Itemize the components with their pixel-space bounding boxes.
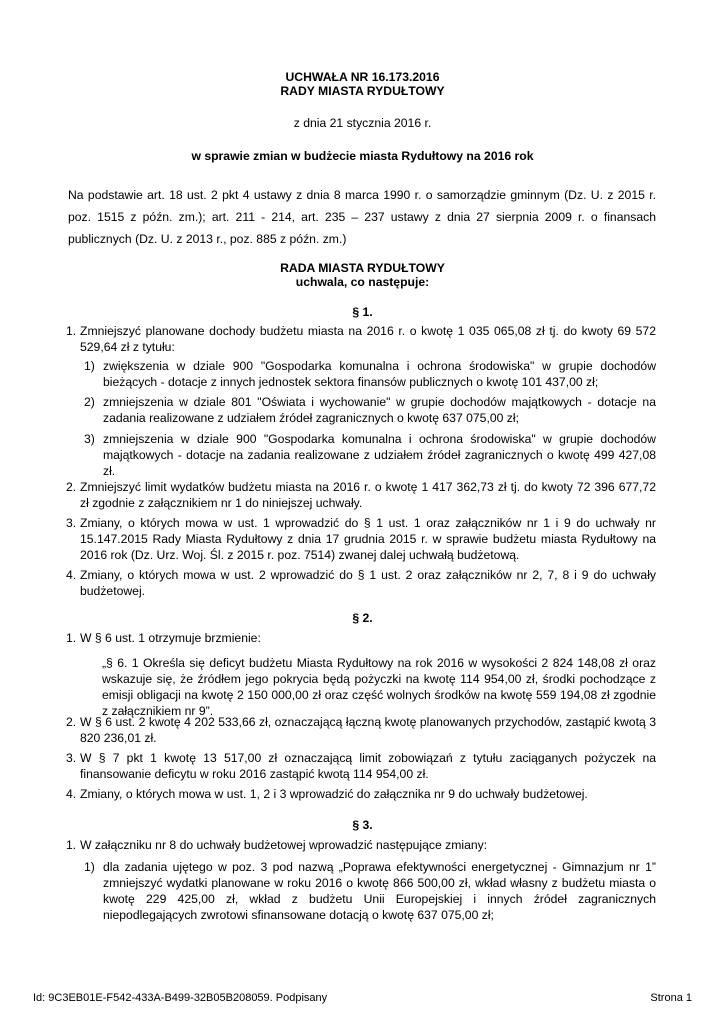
council-resolves: uchwala, co następuje: (295, 275, 430, 289)
s1-p1-item-3 (84, 431, 656, 479)
section-3-heading: § 3. (352, 818, 373, 832)
item-text: zmniejszenia w dziale 801 "Oświata i wychowanie" w grupie dochodów majątkowych - dotacje na zadania realizowane z udziałem źródeł zagranicznych o kwotę 637 075,00 zł; (103, 395, 656, 425)
s3-p1-item-1 (84, 859, 656, 923)
paragraph-number: 1. (66, 838, 77, 852)
item-number: 1) (84, 359, 95, 373)
legal-basis: Na podstawie art. 18 ust. 2 pkt 4 ustawy z dnia 8 marca 1990 r. o samorządzie gminnym (Dz. U. z 2015 r. poz. 1515 z późn. zm.); art. 211 - 214, art. 235 – 237 ustawy z dnia 27 sierpnia 2009 r. o finansach publicznych (Dz. U. z 2013 r., poz. 885 z późn. zm.) (68, 188, 656, 246)
s2-paragraph-4 (66, 786, 656, 802)
paragraph-number: 3. (66, 516, 77, 530)
s1-paragraph-1 (66, 323, 656, 355)
paragraph-text: W załączniku nr 8 do uchwały budżetowej wprowadzić następujące zmiany: (80, 838, 488, 852)
paragraph-text: W § 6 ust. 2 kwotę 4 202 533,66 zł, oznaczającą łączną kwotę planowanych przychodów, zastąpić kwotą 3 820 236,01 zł. (80, 715, 656, 745)
document-date: z dnia 21 stycznia 2016 r. (293, 116, 432, 130)
s2-quoted-provision: „§ 6. 1 Określa się deficyt budżetu Miasta Rydułtowy na rok 2016 w wysokości 2 824 148,08 zł oraz wskazuje się, że źródłem jego pokrycia będą pożyczki na kwotę 114 954,00 zł, środki pochodzące z emisji obligacji na kwotę 2 150 000,00 zł oraz część wolnych środków na kwotę 559 194,08 zł zgodnie z załącznikiem nr 9”. (102, 656, 656, 718)
paragraph-number: 2. (66, 715, 77, 729)
item-text: zwiększenia w dziale 900 "Gospodarka komunalna i ochrona środowiska" w grupie dochodów bieżących - dotacje z innych jednostek sektora finansów publicznych o kwotę 101 437,00 zł; (103, 359, 656, 389)
item-number: 3) (84, 432, 95, 446)
paragraph-number: 1. (66, 631, 77, 645)
paragraph-number: 2. (66, 480, 77, 494)
s1-p1-item-1 (84, 358, 656, 390)
paragraph-text: W § 7 pkt 1 kwotę 13 517,00 zł oznaczającą limit zobowiązań z tytułu zaciąganych pożyczek na finansowanie deficytu w roku 2016 zastąpić kwotą 114 954,00 zł. (80, 751, 656, 781)
paragraph-text: Zmiany, o których mowa w ust. 1 wprowadzić do § 1 ust. 1 oraz załączników nr 1 i 9 do uchwały nr 15.147.2015 Rady Miasta Rydułtowy z dnia 17 grudnia 2015 r. w sprawie budżetu miasta Rydułtowy na 2016 rok (Dz. Urz. Woj. Śl. z 2015 r. poz. 7514) zwanej dalej uchwałą budżetową. (80, 516, 656, 562)
item-text: zmniejszenia w dziale 900 "Gospodarka komunalna i ochrona środowiska" w grupie dochodów majątkowych - dotacje na zadania realizowane z udziałem źródeł zagranicznych o kwotę 499 427,08 zł. (103, 432, 656, 478)
section-2-heading: § 2. (352, 611, 373, 625)
paragraph-number: 4. (66, 568, 77, 582)
s2-paragraph-1 (66, 630, 656, 646)
document-subject: w sprawie zmian w budżecie miasta Rydułtowy na 2016 rok (191, 149, 534, 163)
paragraph-text: Zmiany, o których mowa w ust. 2 wprowadzić do § 1 ust. 2 oraz załączników nr 2, 7, 8 i 9 do uchwały budżetowej. (80, 568, 656, 598)
section-1-heading: § 1. (352, 305, 373, 319)
page-number: Strona 1 (650, 992, 692, 1004)
paragraph-text: Zmniejszyć limit wydatków budżetu miasta na 2016 r. o kwotę 1 417 362,73 zł tj. do kwoty 72 396 677,72 zł zgodnie z załącznikiem nr 1 do niniejszej uchwały. (80, 480, 656, 510)
paragraph-text: Zmniejszyć planowane dochody budżetu miasta na 2016 r. o kwotę 1 035 065,08 zł tj. do kwoty 69 572 529,64 zł z tytułu: (80, 324, 656, 354)
s1-paragraph-2 (66, 479, 656, 511)
paragraph-number: 1. (66, 324, 77, 338)
document-id-footer: Id: 9C3EB01E-F542-433A-B499-32B05B208059. Podpisany (33, 992, 328, 1004)
s3-paragraph-1 (66, 837, 656, 853)
s1-p1-item-2 (84, 394, 656, 426)
paragraph-number: 4. (66, 787, 77, 801)
s1-paragraph-4 (66, 567, 656, 599)
paragraph-text: W § 6 ust. 1 otrzymuje brzmienie: (80, 631, 261, 645)
document-title: UCHWAŁA NR 16.173.2016 (285, 70, 440, 84)
council-heading: RADA MIASTA RYDUŁTOWY (280, 261, 445, 275)
s1-paragraph-3 (66, 515, 656, 563)
issuing-body: RADY MIASTA RYDUŁTOWY (280, 84, 445, 98)
item-number: 1) (84, 860, 95, 874)
paragraph-number: 3. (66, 751, 77, 765)
s2-paragraph-3 (66, 750, 656, 782)
item-text: dla zadania ujętego w poz. 3 pod nazwą „Poprawa efektywności energetycznej - Gimnazjum nr 1” zmniejszyć wydatki planowane w roku 2016 o kwotę 866 500,00 zł, wkład własny z budżetu miasta o kwotę 229 425,00 zł, wkład z budżetu Unii Europejskiej i innych źródeł zagranicznych niepodlegających zwrotowi sfinansowane dotacją o kwotę 637 075,00 zł; (103, 860, 656, 922)
paragraph-text: Zmiany, o których mowa w ust. 1, 2 i 3 wprowadzić do załącznika nr 9 do uchwały budżetowej. (80, 787, 588, 801)
s2-paragraph-2 (66, 714, 656, 746)
item-number: 2) (84, 395, 95, 409)
